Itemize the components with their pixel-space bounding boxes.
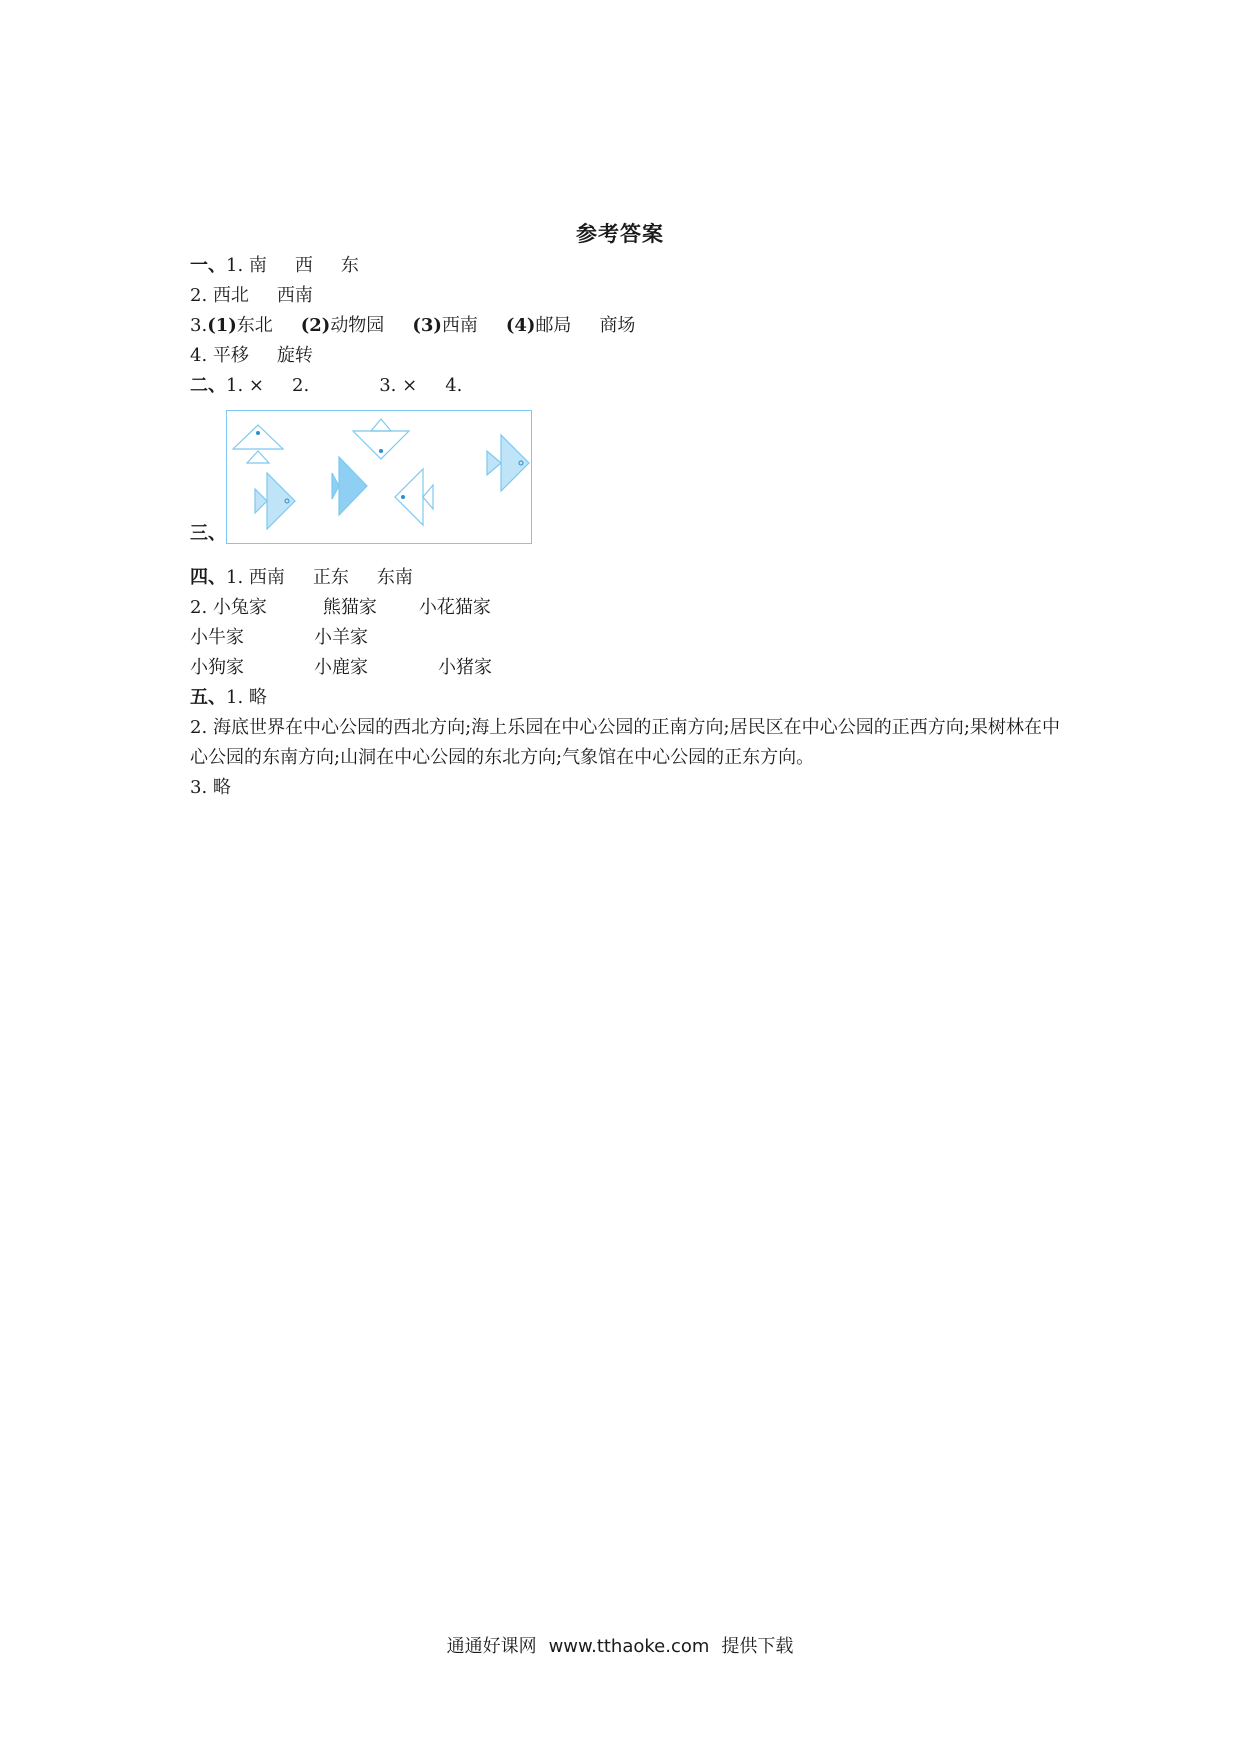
section1-q1-answer-1: 南	[248, 255, 267, 276]
section1-q1-line	[190, 254, 359, 278]
section4-label: 四、	[190, 567, 226, 588]
section4-q2-r1c2: 熊猫家	[322, 597, 377, 618]
section1-q3-part2-idx: (2)	[300, 315, 331, 336]
footer-suffix: 提供下载	[721, 1636, 794, 1657]
section4-q1-line	[190, 566, 413, 590]
section1-q3-part2-text: 动物园	[330, 315, 385, 336]
section1-q3-part4-text: 邮局	[535, 315, 572, 336]
section5-q1-num: 1.	[226, 687, 244, 708]
section1-q3-part3-idx: (3)	[412, 315, 442, 336]
section5-q3-num: 3.	[190, 777, 208, 798]
section2-item4-num: 4.	[445, 375, 463, 396]
section2-item1-mark: ×	[248, 375, 265, 396]
section1-q4-line	[190, 344, 313, 368]
section4-q2-r3c3: 小猪家	[438, 657, 492, 678]
section1-q1-answer-3: 东	[340, 255, 359, 276]
page-title: 参考答案	[576, 221, 664, 246]
section4-q2-r3c2: 小鹿家	[314, 657, 368, 678]
section1-label: 一、	[190, 255, 226, 276]
section1-q3-part1-text: 东北	[236, 315, 273, 336]
section4-q2-r2c1: 小牛家	[190, 627, 244, 648]
section4-q2-r1c1: 小兔家	[212, 597, 267, 618]
section2-item3-num: 3.	[379, 375, 397, 396]
section1-q4-answer-1: 平移	[212, 345, 249, 366]
section1-q3-extra: 商场	[599, 315, 636, 336]
section1-q1-num: 1.	[226, 255, 244, 276]
section1-q3-part3-text: 西南	[441, 315, 478, 336]
section4-q2-r2c2: 小羊家	[314, 627, 368, 648]
section4-q1-answer-2: 正东	[312, 567, 349, 588]
fish-figure-box	[226, 410, 532, 544]
section5-q2-paragraph	[190, 713, 1060, 773]
section1-q4-num: 4.	[190, 345, 208, 366]
section4-q2-num: 2.	[190, 597, 208, 618]
section4-q2-row1	[190, 596, 491, 620]
section1-q4-answer-2: 旋转	[276, 345, 313, 366]
section5-q3-line	[190, 776, 231, 800]
section1-q3-part4-idx: (4)	[505, 315, 536, 336]
section4-q1-num: 1.	[226, 567, 244, 588]
section1-q3-num: 3.	[190, 315, 208, 336]
section4-q2-r3c1: 小狗家	[190, 657, 244, 678]
section2-item3-mark: ×	[402, 375, 418, 396]
section1-q2-answer-1: 西北	[212, 285, 249, 306]
footer-url[interactable]: www.tthaoke.com	[548, 1636, 710, 1657]
section1-q2-answer-2: 西南	[276, 285, 313, 306]
section1-q2-line	[190, 284, 313, 308]
section2-item1-num: 1.	[226, 375, 244, 396]
section4-q2-r1c3: 小花猫家	[418, 597, 491, 618]
section5-label: 五、	[190, 687, 226, 708]
section4-q1-answer-3: 东南	[376, 567, 413, 588]
section5-q2-num: 2.	[190, 717, 208, 738]
section5-q1-line	[190, 686, 267, 710]
section2-line	[190, 374, 462, 398]
section3-line	[190, 522, 226, 546]
fish-triangle-figures-icon	[227, 411, 533, 545]
section4-q2-row3	[190, 656, 492, 680]
section5-q3-text: 略	[212, 777, 231, 798]
section3-label: 三、	[190, 523, 226, 544]
section1-q3-part1-idx: (1)	[207, 315, 237, 336]
section1-q3-line	[190, 314, 635, 338]
section2-item2-num: 2.	[292, 375, 310, 396]
section5-q1-text: 略	[248, 687, 267, 708]
section2-label: 二、	[190, 375, 226, 396]
footer-site-name: 通通好课网	[446, 1636, 537, 1657]
footer	[0, 1632, 1240, 1658]
section4-q1-answer-1: 西南	[248, 567, 285, 588]
section1-q2-num: 2.	[190, 285, 208, 306]
section5-q2-text: 海底世界在中心公园的西北方向;海上乐园在中心公园的正南方向;居民区在中心公园的正西方向;果树林在中心公园的东南方向;山洞在中心公园的东北方向;气象馆在中心公园的正东方向。	[190, 717, 1060, 768]
section1-q1-answer-2: 西	[294, 255, 313, 276]
section4-q2-row2	[190, 626, 368, 650]
